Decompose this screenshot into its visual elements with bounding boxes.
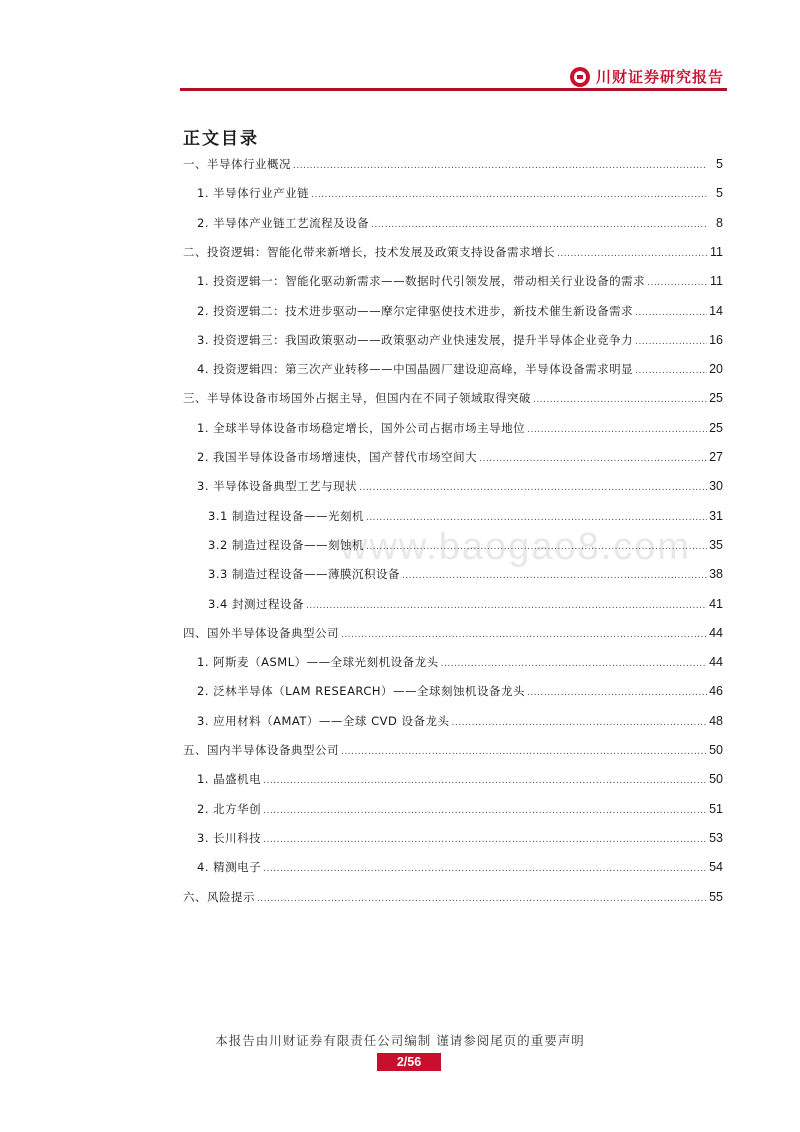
toc-entry-page: 31 <box>709 509 723 523</box>
toc-entry-page: 48 <box>709 714 723 728</box>
toc-entry-page: 5 <box>716 157 723 171</box>
toc-entry-page: 25 <box>709 391 723 405</box>
toc-leader-dots <box>263 859 707 879</box>
toc-entry-title: 3. 半导体设备典型工艺与现状 <box>197 479 358 493</box>
toc-entry-page: 27 <box>709 450 723 464</box>
toc-leader-dots <box>402 566 707 586</box>
toc-leader-dots <box>527 420 707 440</box>
toc-leader-dots <box>635 361 707 381</box>
toc-entry-title: 2. 半导体产业链工艺流程及设备 <box>197 216 370 230</box>
toc-leader-dots <box>263 830 707 850</box>
toc-entry-title: 1. 阿斯麦（ASML）——全球光刻机设备龙头 <box>197 655 439 669</box>
toc-leader-dots <box>359 478 707 498</box>
toc-entry-title: 3. 长川科技 <box>197 831 262 845</box>
toc-entry[interactable] <box>183 887 723 907</box>
toc-entry-title: 五、国内半导体设备典型公司 <box>183 743 339 757</box>
toc-leader-dots <box>263 801 707 821</box>
toc-entry-page: 5 <box>716 186 723 200</box>
toc-entry[interactable] <box>197 681 723 701</box>
toc-leader-dots <box>311 185 707 205</box>
toc-entry-title: 1. 全球半导体设备市场稳定增长，国外公司占据市场主导地位 <box>197 421 526 435</box>
toc-entry-page: 20 <box>709 362 723 376</box>
toc-entry-title: 2. 我国半导体设备市场增速快，国产替代市场空间大 <box>197 450 478 464</box>
toc-entry-title: 4. 精测电子 <box>197 860 262 874</box>
toc-entry-page: 55 <box>709 890 723 904</box>
toc-leader-dots <box>635 332 707 352</box>
toc-entry[interactable] <box>197 711 723 731</box>
toc-entry[interactable] <box>197 301 723 321</box>
toc-entry-page: 14 <box>709 304 723 318</box>
toc-entry-page: 8 <box>716 216 723 230</box>
toc-leader-dots <box>341 742 707 762</box>
report-brand <box>570 66 724 87</box>
toc-leader-dots <box>479 449 707 469</box>
watermark: www.baogao8.com <box>340 526 692 568</box>
toc-entry-title: 四、国外半导体设备典型公司 <box>183 626 339 640</box>
toc-entry-page: 46 <box>709 684 723 698</box>
toc-entry[interactable] <box>197 359 723 379</box>
toc-leader-dots <box>557 244 707 264</box>
toc-entry-page: 11 <box>710 274 723 288</box>
toc-entry[interactable] <box>208 564 723 584</box>
toc-entry[interactable] <box>197 828 723 848</box>
toc-entry-page: 54 <box>709 860 723 874</box>
toc-entry-title: 3.1 制造过程设备——光刻机 <box>208 509 364 523</box>
page-number: 2/56 <box>377 1053 441 1071</box>
toc-entry-title: 3. 应用材料（AMAT）——全球 CVD 设备龙头 <box>197 714 450 728</box>
toc-entry[interactable] <box>197 652 723 672</box>
toc-leader-dots <box>647 273 707 293</box>
toc-leader-dots <box>635 303 707 323</box>
toc-entry[interactable] <box>197 183 723 203</box>
toc-entry[interactable] <box>183 623 723 643</box>
toc-entry[interactable] <box>183 242 723 262</box>
toc-title: 正文目录 <box>183 129 259 149</box>
toc-entry[interactable] <box>197 476 723 496</box>
toc-entry-title: 1. 投资逻辑一：智能化驱动新需求——数据时代引领发展，带动相关行业设备的需求 <box>197 274 646 288</box>
toc-entry-title: 二、投资逻辑：智能化带来新增长，技术发展及政策支持设备需求增长 <box>183 245 555 259</box>
toc-entry-page: 53 <box>709 831 723 845</box>
toc-entry[interactable] <box>197 418 723 438</box>
toc-leader-dots <box>257 889 707 909</box>
toc-leader-dots <box>366 508 707 528</box>
toc-leader-dots <box>366 537 707 557</box>
toc-entry-title: 3. 投资逻辑三：我国政策驱动——政策驱动产业快速发展，提升半导体企业竞争力 <box>197 333 634 347</box>
toc-entry[interactable] <box>183 154 723 174</box>
toc-entry[interactable] <box>183 388 723 408</box>
toc-leader-dots <box>263 771 707 791</box>
toc-entry-title: 2. 北方华创 <box>197 802 262 816</box>
header-divider <box>180 88 727 91</box>
toc-entry-title: 三、半导体设备市场国外占据主导，但国内在不同子领域取得突破 <box>183 391 531 405</box>
toc-entry-page: 30 <box>709 479 723 493</box>
toc-leader-dots <box>371 215 707 235</box>
toc-entry-title: 一、半导体行业概况 <box>183 157 291 171</box>
toc-entry-title: 3.2 制造过程设备——刻蚀机 <box>208 538 364 552</box>
toc-entry-page: 44 <box>709 655 723 669</box>
toc-entry-page: 41 <box>709 597 723 611</box>
toc-leader-dots <box>527 683 707 703</box>
toc-entry-page: 50 <box>709 772 723 786</box>
toc-entry[interactable] <box>208 594 723 614</box>
toc-entry-title: 1. 晶盛机电 <box>197 772 262 786</box>
toc-entry[interactable] <box>208 535 723 555</box>
toc-leader-dots <box>451 713 707 733</box>
toc-entry[interactable] <box>197 799 723 819</box>
toc-entry-page: 44 <box>709 626 723 640</box>
toc-leader-dots <box>306 596 707 616</box>
toc-leader-dots <box>441 654 707 674</box>
toc-entry-title: 2. 泛林半导体（LAM RESEARCH）——全球刻蚀机设备龙头 <box>197 684 526 698</box>
toc-entry[interactable] <box>197 271 723 291</box>
toc-entry[interactable] <box>183 740 723 760</box>
toc-entry-page: 50 <box>709 743 723 757</box>
toc-entry[interactable] <box>197 769 723 789</box>
toc-entry-title: 2. 投资逻辑二：技术进步驱动——摩尔定律驱使技术进步，新技术催生新设备需求 <box>197 304 634 318</box>
toc-entry-page: 25 <box>709 421 723 435</box>
toc-leader-dots <box>533 390 707 410</box>
toc-entry-page: 51 <box>709 802 723 816</box>
toc-entry[interactable] <box>197 447 723 467</box>
footer-disclaimer: 本报告由川财证券有限责任公司编制 谨请参阅尾页的重要声明 <box>215 1033 585 1048</box>
toc-leader-dots <box>341 625 707 645</box>
toc-entry-title: 3.3 制造过程设备——薄膜沉积设备 <box>208 567 400 581</box>
brand-name: 川财证券研究报告 <box>595 68 724 86</box>
toc-entry[interactable] <box>197 330 723 350</box>
toc-entry-page: 16 <box>709 333 723 347</box>
toc-entry[interactable] <box>197 213 723 233</box>
toc-entry-title: 4. 投资逻辑四：第三次产业转移——中国晶圆厂建设迎高峰，半导体设备需求明显 <box>197 362 634 376</box>
toc-entry-page: 11 <box>710 245 723 259</box>
toc-entry[interactable] <box>208 506 723 526</box>
toc-entry-title: 六、风险提示 <box>183 890 255 904</box>
toc-leader-dots <box>293 156 707 176</box>
toc-entry-title: 3.4 封测过程设备 <box>208 597 304 611</box>
toc-entry-page: 35 <box>709 538 723 552</box>
toc-entry-page: 38 <box>709 567 723 581</box>
toc-entry[interactable] <box>197 857 723 877</box>
chuancai-logo-icon <box>570 67 590 87</box>
toc-entry-title: 1. 半导体行业产业链 <box>197 186 310 200</box>
